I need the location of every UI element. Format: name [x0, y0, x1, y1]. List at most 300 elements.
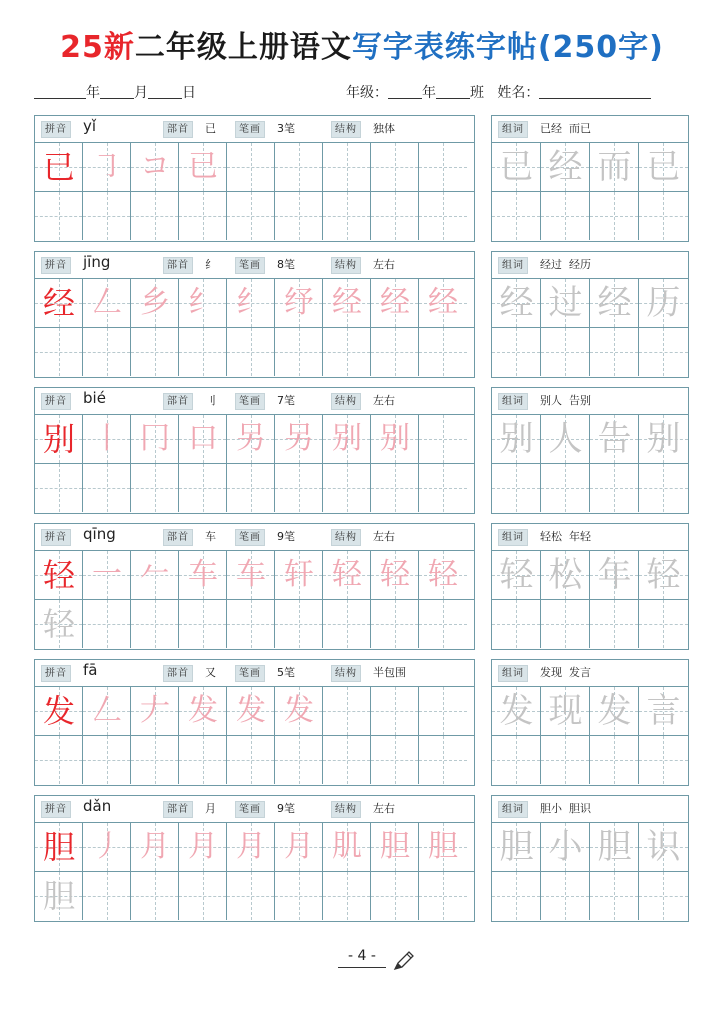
word-trace-character: 轻: [499, 555, 534, 595]
tianzige-cell[interactable]: [179, 687, 227, 735]
character-block: [34, 523, 688, 650]
tianzige-cell[interactable]: [419, 872, 467, 920]
writing-box: [34, 251, 475, 378]
word-trace-character: 松: [548, 555, 583, 595]
month-blank[interactable]: [100, 84, 134, 99]
grid-row-divider: [35, 327, 474, 328]
tianzige-cell[interactable]: [83, 687, 131, 735]
words-value: 已经 而已: [540, 122, 591, 135]
word-cell[interactable]: [590, 872, 639, 920]
tianzige-cell[interactable]: [83, 328, 131, 376]
pinyin-label: 拼音: [41, 257, 71, 274]
tianzige-cell[interactable]: [275, 872, 323, 920]
stroke-order-step: 口: [188, 421, 218, 456]
word-cell[interactable]: [492, 328, 541, 376]
word-trace-character: 别: [646, 419, 681, 459]
word-cell[interactable]: [590, 551, 639, 599]
word-trace-character: 告: [597, 419, 632, 459]
word-cell[interactable]: [541, 143, 590, 191]
words-value: 经过 经历: [540, 258, 591, 271]
day-blank[interactable]: [148, 84, 182, 99]
tianzige-cell[interactable]: [419, 736, 467, 784]
tianzige-cell[interactable]: [323, 415, 371, 463]
word-cell[interactable]: [590, 736, 639, 784]
words-box: [491, 251, 689, 378]
word-cell[interactable]: [639, 687, 688, 735]
tianzige-cell[interactable]: [275, 328, 323, 376]
word-cell[interactable]: [541, 823, 590, 871]
word-trace-character: 人: [548, 419, 583, 459]
model-character: 别: [42, 420, 75, 458]
tianzige-cell[interactable]: [179, 328, 227, 376]
word-cell[interactable]: [492, 192, 541, 240]
tianzige-cell[interactable]: [131, 415, 179, 463]
tianzige-cell[interactable]: [275, 551, 323, 599]
tianzige-cell[interactable]: [35, 736, 83, 784]
word-cell[interactable]: [492, 464, 541, 512]
tianzige-cell[interactable]: [35, 464, 83, 512]
strokes-value: 5笔: [277, 666, 295, 679]
words-label: 组词: [498, 257, 528, 274]
structure-value: 独体: [373, 122, 395, 135]
tianzige-cell[interactable]: [227, 328, 275, 376]
writing-box: [34, 795, 475, 922]
word-trace-character: 经: [499, 283, 534, 323]
strokes-label: 笔画: [235, 257, 265, 274]
tianzige-cell[interactable]: [419, 192, 467, 240]
character-block: [34, 659, 688, 786]
stroke-order-step: 发: [236, 693, 266, 728]
tianzige-cell[interactable]: [131, 279, 179, 327]
pinyin-label: 拼音: [41, 665, 71, 682]
stroke-order-step: 轩: [284, 557, 314, 592]
strokes-value: 8笔: [277, 258, 295, 271]
word-cell[interactable]: [492, 687, 541, 735]
tianzige-cell[interactable]: [131, 192, 179, 240]
strokes-value: 3笔: [277, 122, 295, 135]
structure-value: 左右: [373, 258, 395, 271]
word-cell[interactable]: [590, 279, 639, 327]
tianzige-cell[interactable]: [131, 464, 179, 512]
tianzige-cell[interactable]: [275, 736, 323, 784]
tianzige-cell[interactable]: [227, 872, 275, 920]
stroke-order-step: 发: [188, 693, 218, 728]
tianzige-cell[interactable]: [323, 823, 371, 871]
tianzige-cell[interactable]: [227, 192, 275, 240]
tianzige-cell[interactable]: [371, 143, 419, 191]
model-character: 经: [42, 284, 75, 322]
stroke-order-step: コ: [140, 149, 170, 184]
radical-value: 已: [205, 122, 216, 135]
tianzige-cell[interactable]: [227, 551, 275, 599]
grade-year-label: 年: [422, 85, 436, 101]
tianzige-cell[interactable]: [275, 279, 323, 327]
pinyin-value: fā: [83, 661, 98, 679]
tianzige-cell[interactable]: [419, 687, 467, 735]
date-line: [34, 82, 196, 102]
tianzige-cell[interactable]: [83, 464, 131, 512]
tianzige-cell[interactable]: [35, 823, 83, 871]
word-cell[interactable]: [590, 600, 639, 648]
words-header: [492, 116, 688, 143]
structure-value: 左右: [373, 394, 395, 407]
word-trace-character: 经: [597, 283, 632, 323]
word-cell[interactable]: [541, 192, 590, 240]
words-label: 组词: [498, 121, 528, 138]
word-cell[interactable]: [492, 279, 541, 327]
tianzige-cell[interactable]: [179, 872, 227, 920]
tianzige-cell[interactable]: [227, 823, 275, 871]
class-blank[interactable]: [436, 84, 470, 99]
name-label: 姓名：: [497, 85, 540, 101]
tianzige-cell[interactable]: [227, 600, 275, 648]
word-cell[interactable]: [541, 736, 590, 784]
tianzige-cell[interactable]: [371, 464, 419, 512]
word-cell[interactable]: [541, 279, 590, 327]
grid-row-divider: [492, 463, 688, 464]
grid-row-divider: [35, 191, 474, 192]
strokes-label: 笔画: [235, 665, 265, 682]
trace-character: 轻: [42, 605, 75, 643]
tianzige-cell[interactable]: [371, 872, 419, 920]
structure-value: 半包围: [373, 666, 406, 679]
tianzige-cell[interactable]: [419, 823, 467, 871]
word-trace-character: 而: [597, 147, 632, 187]
grade-blank[interactable]: [388, 84, 422, 99]
tianzige-cell[interactable]: [227, 736, 275, 784]
tianzige-cell[interactable]: [35, 551, 83, 599]
tianzige-cell[interactable]: [419, 328, 467, 376]
pinyin-value: dǎn: [83, 797, 112, 815]
word-cell[interactable]: [639, 415, 688, 463]
tianzige-cell[interactable]: [419, 551, 467, 599]
tianzige-cell[interactable]: [83, 551, 131, 599]
stroke-order-step: 胆: [428, 829, 458, 864]
tianzige-cell[interactable]: [35, 328, 83, 376]
word-trace-character: 别: [499, 419, 534, 459]
tianzige-cell[interactable]: [179, 192, 227, 240]
tianzige-cell[interactable]: [179, 736, 227, 784]
tianzige-cell[interactable]: [371, 600, 419, 648]
word-cell[interactable]: [639, 279, 688, 327]
words-value: 轻松 年轻: [540, 530, 591, 543]
page-title: [0, 22, 724, 66]
grid-row-divider: [492, 735, 688, 736]
grid-row-divider: [492, 191, 688, 192]
word-cell[interactable]: [639, 823, 688, 871]
tianzige-cell[interactable]: [275, 192, 323, 240]
year-blank[interactable]: [34, 84, 86, 99]
tianzige-cell[interactable]: [227, 415, 275, 463]
pen-icon: [392, 950, 416, 972]
tianzige-cell[interactable]: [179, 823, 227, 871]
word-cell[interactable]: [639, 328, 688, 376]
radical-value: 纟: [205, 258, 216, 271]
tianzige-cell[interactable]: [131, 823, 179, 871]
tianzige-cell[interactable]: [371, 687, 419, 735]
stroke-order-step: 𠂇: [140, 693, 170, 728]
tianzige-cell[interactable]: [179, 143, 227, 191]
pinyin-label: 拼音: [41, 801, 71, 818]
word-cell[interactable]: [541, 328, 590, 376]
tianzige-cell[interactable]: [83, 600, 131, 648]
tianzige-cell[interactable]: [227, 464, 275, 512]
tianzige-cell[interactable]: [323, 279, 371, 327]
word-trace-character: 胆: [499, 827, 534, 867]
strokes-value: 7笔: [277, 394, 295, 407]
class-label: 班: [470, 85, 484, 101]
tianzige-cell[interactable]: [371, 279, 419, 327]
grid-row-divider: [35, 735, 474, 736]
tianzige-cell[interactable]: [419, 279, 467, 327]
tianzige-cell[interactable]: [179, 464, 227, 512]
tianzige-cell[interactable]: [227, 279, 275, 327]
character-info-header: [35, 116, 474, 143]
tianzige-cell[interactable]: [275, 464, 323, 512]
pinyin-label: 拼音: [41, 121, 71, 138]
tianzige-cell[interactable]: [275, 687, 323, 735]
stroke-order-step: 冂: [140, 421, 170, 456]
tianzige-cell[interactable]: [323, 551, 371, 599]
tianzige-cell[interactable]: [35, 192, 83, 240]
stroke-order-step: 𠂉: [140, 557, 170, 592]
tianzige-cell[interactable]: [131, 600, 179, 648]
strokes-label: 笔画: [235, 801, 265, 818]
words-box: [491, 387, 689, 514]
year-label: 年: [86, 85, 100, 101]
tianzige-cell[interactable]: [323, 464, 371, 512]
tianzige-cell[interactable]: [323, 872, 371, 920]
grid-row-divider: [35, 599, 474, 600]
tianzige-cell[interactable]: [35, 415, 83, 463]
word-trace-character: 现: [548, 691, 583, 731]
character-info-header: [35, 388, 474, 415]
character-block: [34, 795, 688, 922]
structure-label: 结构: [331, 529, 361, 546]
word-cell[interactable]: [639, 464, 688, 512]
stroke-order-step: 轻: [332, 557, 362, 592]
stroke-order-step: 一: [92, 557, 122, 592]
word-cell[interactable]: [541, 600, 590, 648]
words-label: 组词: [498, 665, 528, 682]
words-box: [491, 115, 689, 242]
tianzige-cell[interactable]: [131, 736, 179, 784]
character-info-header: [35, 796, 474, 823]
words-box: [491, 795, 689, 922]
tianzige-cell[interactable]: [323, 143, 371, 191]
tianzige-cell[interactable]: [275, 415, 323, 463]
strokes-label: 笔画: [235, 121, 265, 138]
tianzige-cell[interactable]: [323, 736, 371, 784]
tianzige-cell[interactable]: [131, 872, 179, 920]
strokes-label: 笔画: [235, 529, 265, 546]
model-character: 胆: [42, 828, 75, 866]
day-label: 日: [182, 85, 196, 101]
tianzige-cell[interactable]: [179, 600, 227, 648]
stroke-order-step: 已: [188, 149, 218, 184]
words-header: [492, 252, 688, 279]
model-character: 轻: [42, 556, 75, 594]
words-header: [492, 660, 688, 687]
tianzige-cell[interactable]: [35, 600, 83, 648]
word-cell[interactable]: [492, 872, 541, 920]
stroke-order-step: 丨: [92, 421, 122, 456]
word-cell[interactable]: [492, 143, 541, 191]
tianzige-cell[interactable]: [371, 736, 419, 784]
tianzige-cell[interactable]: [35, 872, 83, 920]
tianzige-cell[interactable]: [227, 143, 275, 191]
structure-value: 左右: [373, 802, 395, 815]
stroke-order-step: 肌: [332, 829, 362, 864]
words-box: [491, 523, 689, 650]
structure-label: 结构: [331, 801, 361, 818]
tianzige-cell[interactable]: [371, 328, 419, 376]
stroke-order-step: 车: [188, 557, 218, 592]
word-cell[interactable]: [590, 192, 639, 240]
word-cell[interactable]: [541, 551, 590, 599]
tianzige-cell[interactable]: [131, 687, 179, 735]
tianzige-cell[interactable]: [419, 143, 467, 191]
tianzige-cell[interactable]: [323, 192, 371, 240]
tianzige-cell[interactable]: [83, 872, 131, 920]
word-cell[interactable]: [541, 687, 590, 735]
tianzige-cell[interactable]: [323, 600, 371, 648]
tianzige-cell[interactable]: [371, 823, 419, 871]
tianzige-cell[interactable]: [275, 823, 323, 871]
word-cell[interactable]: [590, 823, 639, 871]
stroke-order-step: 𠃋: [92, 693, 122, 728]
writing-box: [34, 523, 475, 650]
word-cell[interactable]: [590, 143, 639, 191]
structure-label: 结构: [331, 393, 361, 410]
radical-label: 部首: [163, 529, 193, 546]
grid-row-divider: [35, 871, 474, 872]
structure-label: 结构: [331, 665, 361, 682]
word-cell[interactable]: [492, 600, 541, 648]
tianzige-cell[interactable]: [275, 600, 323, 648]
word-cell[interactable]: [639, 600, 688, 648]
stroke-order-step: 月: [284, 829, 314, 864]
stroke-order-step: 发: [284, 693, 314, 728]
stroke-order-step: 轻: [428, 557, 458, 592]
character-block: [34, 115, 688, 242]
trace-character: 胆: [42, 877, 75, 915]
pinyin-value: jīng: [83, 253, 111, 271]
word-trace-character: 年: [597, 555, 632, 595]
words-value: 胆小 胆识: [540, 802, 591, 815]
word-cell[interactable]: [639, 551, 688, 599]
page-footer: [0, 948, 724, 968]
name-blank[interactable]: [539, 84, 651, 99]
word-trace-character: 小: [548, 827, 583, 867]
character-block: [34, 251, 688, 378]
character-block: [34, 387, 688, 514]
word-cell[interactable]: [590, 687, 639, 735]
character-info-header: [35, 252, 474, 279]
word-cell[interactable]: [541, 872, 590, 920]
tianzige-cell[interactable]: [131, 143, 179, 191]
tianzige-cell[interactable]: [419, 464, 467, 512]
tianzige-cell[interactable]: [179, 279, 227, 327]
radical-label: 部首: [163, 665, 193, 682]
word-trace-character: 轻: [646, 555, 681, 595]
word-cell[interactable]: [639, 192, 688, 240]
page-number: - 4 -: [338, 948, 386, 968]
tianzige-cell[interactable]: [323, 687, 371, 735]
tianzige-cell[interactable]: [371, 551, 419, 599]
tianzige-cell[interactable]: [83, 143, 131, 191]
tianzige-cell[interactable]: [35, 143, 83, 191]
tianzige-cell[interactable]: [179, 551, 227, 599]
stroke-order-step: 胆: [380, 829, 410, 864]
radical-value: 刂: [205, 394, 216, 407]
tianzige-cell[interactable]: [323, 328, 371, 376]
word-trace-character: 历: [646, 283, 681, 323]
tianzige-cell[interactable]: [131, 551, 179, 599]
title-part-1: 25新: [60, 30, 135, 65]
structure-value: 左右: [373, 530, 395, 543]
pinyin-value: qīng: [83, 525, 116, 543]
word-cell[interactable]: [590, 328, 639, 376]
words-value: 发现 发言: [540, 666, 591, 679]
word-cell[interactable]: [639, 736, 688, 784]
stroke-order-step: 乡: [140, 285, 170, 320]
writing-box: [34, 659, 475, 786]
tianzige-cell[interactable]: [419, 600, 467, 648]
grid-row-divider: [492, 871, 688, 872]
tianzige-cell[interactable]: [83, 192, 131, 240]
stroke-order-step: 别: [332, 421, 362, 456]
word-cell[interactable]: [639, 143, 688, 191]
tianzige-cell[interactable]: [371, 192, 419, 240]
stroke-order-step: 另: [284, 421, 314, 456]
word-cell[interactable]: [541, 464, 590, 512]
tianzige-cell[interactable]: [179, 415, 227, 463]
structure-label: 结构: [331, 121, 361, 138]
tianzige-cell[interactable]: [83, 823, 131, 871]
word-cell[interactable]: [639, 872, 688, 920]
word-cell[interactable]: [492, 736, 541, 784]
tianzige-cell[interactable]: [35, 279, 83, 327]
word-cell[interactable]: [590, 464, 639, 512]
stroke-order-step: 纟: [188, 285, 218, 320]
stroke-order-step: 𠃋: [92, 285, 122, 320]
tianzige-cell[interactable]: [83, 415, 131, 463]
word-cell[interactable]: [492, 551, 541, 599]
word-cell[interactable]: [492, 415, 541, 463]
tianzige-cell[interactable]: [35, 687, 83, 735]
word-cell[interactable]: [541, 415, 590, 463]
word-trace-character: 发: [597, 691, 632, 731]
tianzige-cell[interactable]: [275, 143, 323, 191]
word-cell[interactable]: [590, 415, 639, 463]
structure-label: 结构: [331, 257, 361, 274]
tianzige-cell[interactable]: [83, 736, 131, 784]
pinyin-label: 拼音: [41, 529, 71, 546]
tianzige-cell[interactable]: [83, 279, 131, 327]
words-label: 组词: [498, 393, 528, 410]
tianzige-cell[interactable]: [227, 687, 275, 735]
word-trace-character: 已: [646, 147, 681, 187]
word-cell[interactable]: [492, 823, 541, 871]
pinyin-label: 拼音: [41, 393, 71, 410]
word-trace-character: 过: [548, 283, 583, 323]
tianzige-cell[interactable]: [131, 328, 179, 376]
tianzige-cell[interactable]: [371, 415, 419, 463]
character-info-header: [35, 660, 474, 687]
tianzige-cell[interactable]: [419, 415, 467, 463]
words-box: [491, 659, 689, 786]
